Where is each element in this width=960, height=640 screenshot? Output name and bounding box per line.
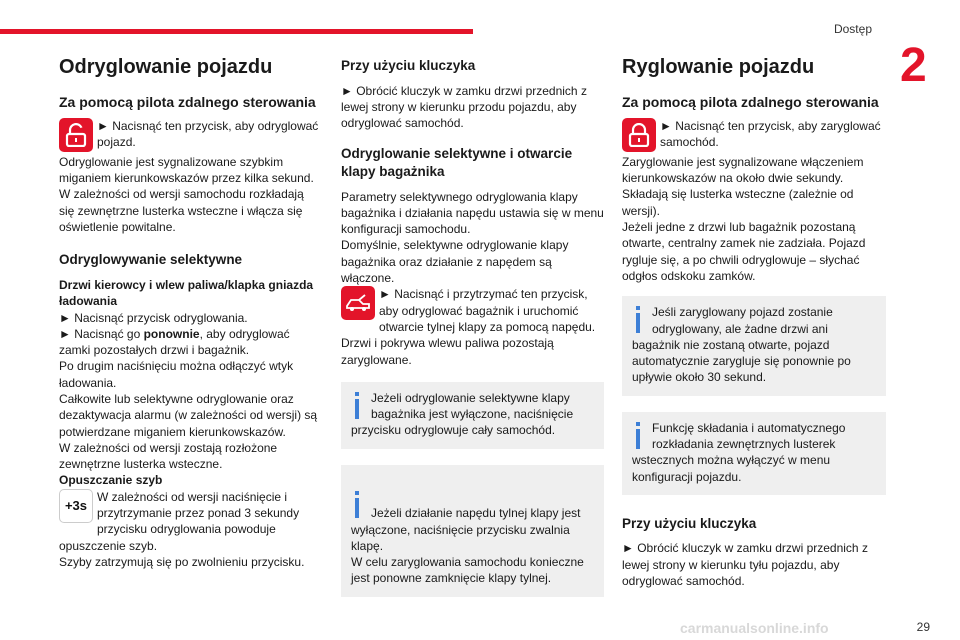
trunk-text-2: Drzwi i pokrywa wlewu paliwa pozostają zaryglowane.: [341, 336, 554, 367]
trunk-open-icon: [341, 286, 375, 320]
key-text: ► Obrócić kluczyk w zamku drzwi przednich z lewej strony w kierunku przodu pojazdu, aby odryglować samochód.: [341, 83, 587, 131]
trunk-heading: Odryglowanie selektywne i otwarcie klapy bagażnika: [341, 146, 573, 179]
watermark: carmanualsonline.info: [680, 620, 829, 636]
windows-text-1: W zależności od wersji naciśnięcie i przytrzymanie przez ponad 3 sekundy przycisku odryglowania powoduje opuszczenie szyb.: [59, 489, 300, 553]
selective-subheading: Drzwi kierowcy i wlew paliwa/klapka gniazda ładowania: [59, 277, 314, 309]
info-note: Jeżeli odryglowanie selektywne klapy bagażnika jest wyłączone, naciśnięcie przycisku odryglowuje cały samochód.: [341, 382, 604, 449]
unlock-title: Odryglowanie pojazdu: [59, 56, 273, 78]
top-accent-bar: [0, 29, 473, 34]
page-number: 29: [916, 620, 930, 634]
selective-step-1: ► Nacisnąć przycisk odryglowania.: [59, 310, 248, 325]
unlock-remote-step: ► Nacisnąć ten przycisk, aby odryglować pojazd.: [97, 118, 319, 150]
lock-remote-text: Zaryglowanie jest sygnalizowane włączeniem kierunkowskazów na około dwie sekundy. Składają się lusterka wsteczne (zależnie od wersji). Jeżeli jedne z drzwi lub bagażnik pozostaną otwarte, centralny zamek nie zadziała. Pojazd rygluje się, a po chwili odryglowuje – słychać odgłos odskoku zamków.: [622, 154, 866, 283]
unlock-remote-heading: Za pomocą pilota zdalnego sterowania: [59, 94, 316, 110]
selective-step-2: ► Nacisnąć go ponownie, aby odryglować zamki pozostałych drzwi i bagażnik.: [59, 326, 290, 358]
section-title: Dostęp: [833, 22, 872, 36]
lock-key-text: ► Obrócić kluczyk w zamku drzwi przednich z lewej strony w kierunku tyłu pojazdu, aby odryglować samochód.: [622, 541, 868, 589]
column-unlocking: [59, 55, 321, 570]
column-key-and-trunk: [341, 55, 604, 607]
column-locking: [622, 55, 886, 589]
windows-heading: Opuszczanie szyb: [59, 473, 163, 488]
lock-remote-step: ► Nacisnąć ten przycisk, aby zaryglować samochód.: [660, 118, 881, 150]
windows-text-2: Szyby zatrzymują się po zwolnieniu przycisku.: [59, 554, 305, 569]
lock-title: Ryglowanie pojazdu: [622, 56, 815, 78]
lock-key-heading: Przy użyciu kluczyka: [622, 515, 757, 531]
key-heading: Przy użyciu kluczyka: [341, 58, 476, 73]
info-icon: [351, 489, 369, 519]
info-note: Jeśli zaryglowany pojazd zostanie odryglowany, ale żadne drzwi ani bagażnik nie zostaną otwarte, pojazd automatycznie zarygluje się ponownie po upływie około 30 sekund.: [622, 296, 886, 395]
lock-icon: [622, 118, 656, 152]
selective-heading: Odryglowywanie selektywne: [59, 252, 243, 268]
unlock-icon: [59, 118, 93, 152]
lock-remote-heading: Za pomocą pilota zdalnego sterowania: [622, 94, 879, 110]
info-icon: [632, 304, 650, 334]
hold-3s-icon: +3s: [59, 489, 93, 523]
info-note: Funkcję składania i automatycznego rozkładania zewnętrznych lusterek wstecznych można wyłączyć w menu konfiguracji pojazdu.: [622, 412, 886, 495]
info-icon: [351, 390, 369, 420]
selective-text: Po drugim naciśnięciu można odłączyć wtyk ładowania. Całkowite lub selektywne odryglowanie oraz dezaktywacja alarmu (w zależności od wersji) są potwierdzane miganiem kierunkowskazów. W zależności od wersji zostają rozłożone zewnętrzne lusterka wsteczne.: [59, 359, 318, 472]
trunk-step: ► Nacisnąć i przytrzymać ten przycisk, aby odryglować bagażnik i uruchomić otwarcie tylnej klapy za pomocą napędu.: [379, 287, 596, 334]
unlock-remote-text: Odryglowanie jest sygnalizowane szybkim miganiem kierunkowskazów przez kilka sekund. W zależności od wersji samochodu rozkładają się zewnętrzne lusterka wsteczne i włącza się oświetlenie powitalne.: [59, 154, 314, 235]
info-note: Jeżeli działanie napędu tylnej klapy jest wyłączone, naciśnięcie przycisku zwalnia klapę. W celu zaryglowania samochodu konieczne jest ponowne zamknięcie klapy tylnej.: [341, 465, 604, 597]
chapter-number: 2: [900, 39, 927, 92]
info-icon: [632, 420, 650, 450]
trunk-text: Parametry selektywnego odryglowania klapy bagażnika i działania napędu ustawia się w menu konfiguracji samochodu. Domyślnie, selektywne odryglowanie klapy bagażnika oraz działanie z napędem są włączone.: [341, 189, 604, 286]
